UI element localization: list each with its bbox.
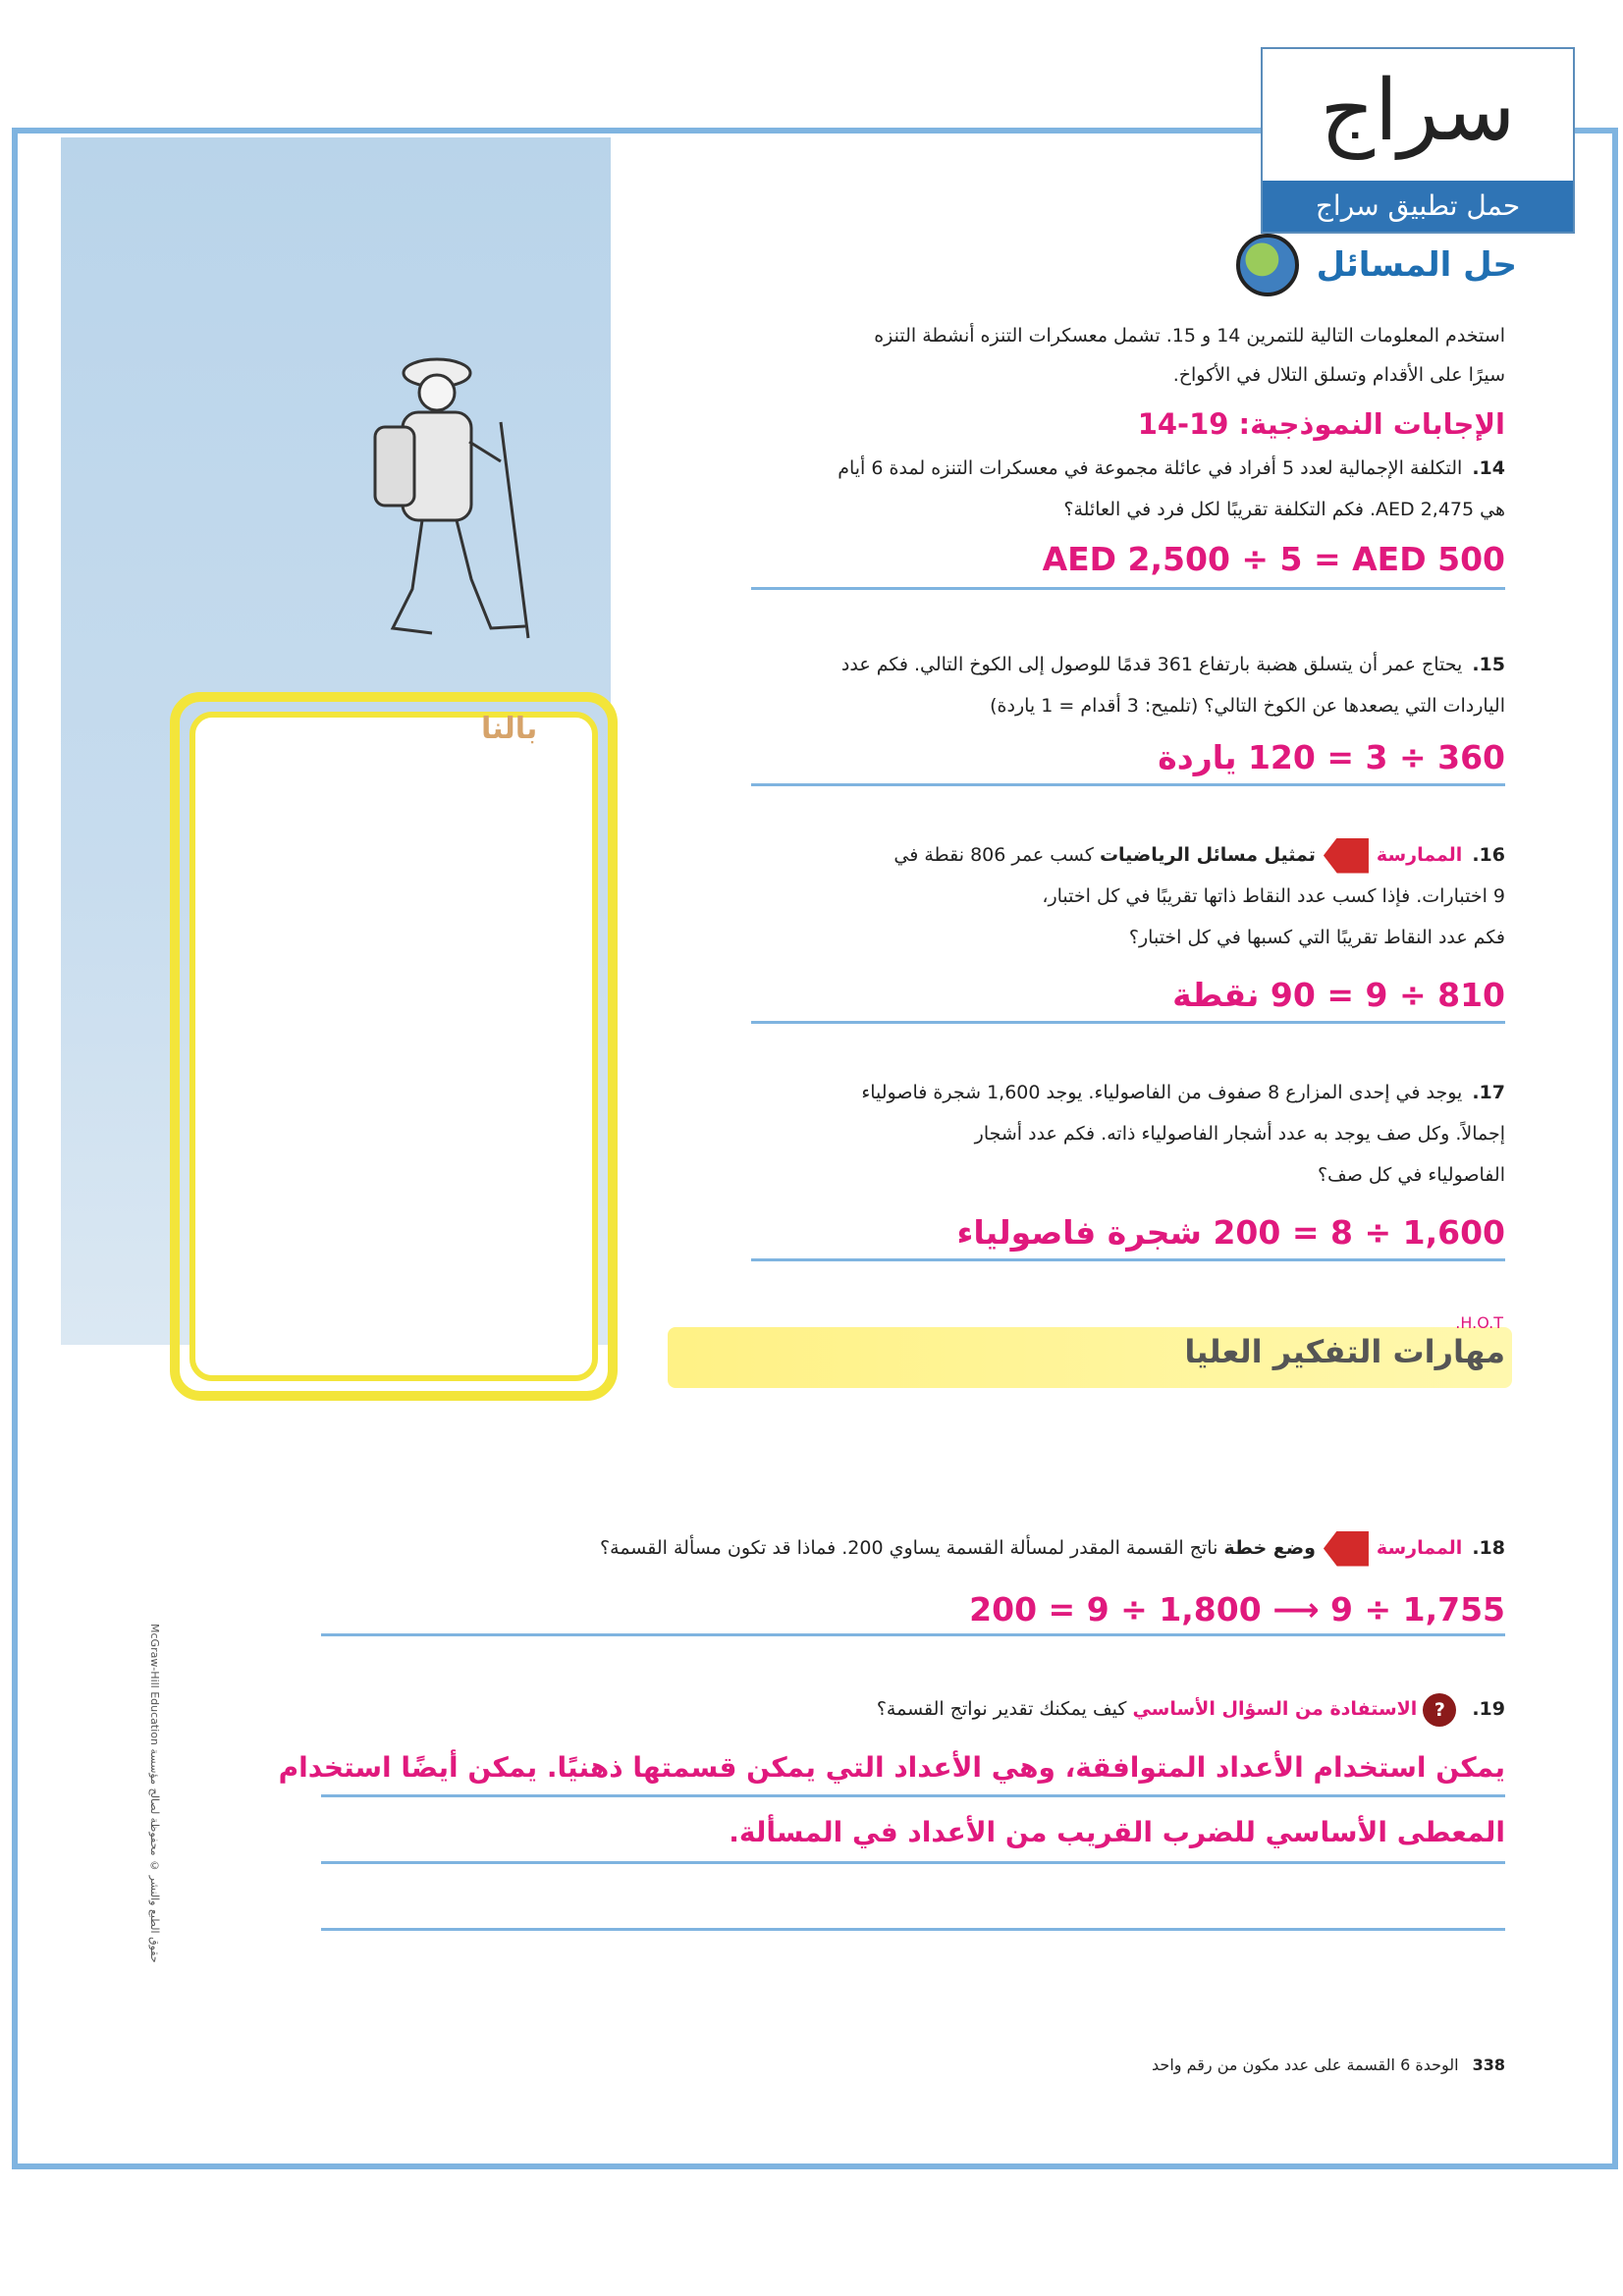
notes-title: بالنا: [481, 712, 538, 746]
answer-line: [751, 1021, 1505, 1024]
model-answers-label: الإجابات النموذجية: 19-14: [1137, 407, 1505, 441]
practice-label: الممارسة: [1376, 1537, 1463, 1559]
siraj-logo: [1261, 47, 1575, 234]
intro-line: استخدم المعلومات التالية للتمرين 14 و 15. تشمل معسكرات التنزه أنشطة التنزه: [874, 325, 1505, 347]
skill-label: تمثيل مسائل الرياضيات: [1099, 844, 1316, 866]
question-16: [523, 834, 1505, 958]
logo-subtitle: حمل تطبيق سراج: [1263, 181, 1573, 232]
question-text: ناتج القسمة المقدر لمسألة القسمة يساوي 200. فماذا قد تكون مسألة القسمة؟: [600, 1537, 1218, 1559]
hot-title: مهارات التفكير العليا: [1184, 1333, 1505, 1370]
globe-icon: [1236, 234, 1299, 296]
answer-line: [321, 1633, 1505, 1636]
answer-19-line2: المعطى الأساسي للضرب القريب من الأعداد في المسألة.: [729, 1816, 1505, 1848]
hiker-illustration: [353, 334, 550, 658]
question-text: فكم عدد النقاط تقريبًا التي كسبها في كل اختبار؟: [1128, 927, 1505, 948]
question-number: 16.: [1472, 844, 1505, 866]
answer-16: 810 ÷ 9 = 90 نقطة: [1172, 976, 1505, 1014]
question-text: كيف يمكنك تقدير نواتج القسمة؟: [876, 1698, 1127, 1720]
answer-17: 1,600 ÷ 8 = 200 شجرة فاصولياء: [956, 1213, 1505, 1252]
page-footer: [1152, 2056, 1505, 2074]
question-number: 15.: [1472, 654, 1505, 675]
question-text: الفاصولياء في كل صف؟: [1317, 1164, 1505, 1186]
section-title: حل المسائل: [1316, 245, 1517, 285]
question-text: الياردات التي يصعدها عن الكوخ التالي؟ (تلميح: 3 أقدام = 1 ياردة): [990, 695, 1505, 717]
logo-text: سراج: [1320, 62, 1516, 160]
answer-line: [751, 1258, 1505, 1261]
answer-18: 1,755 ÷ 9 ⟶ 1,800 ÷ 9 = 200: [969, 1590, 1505, 1629]
answer-15: 360 ÷ 3 = 120 ياردة: [1158, 738, 1505, 776]
notes-box: [165, 687, 622, 1406]
skill-label: وضع خطة: [1223, 1537, 1316, 1559]
question-number: 17.: [1472, 1082, 1505, 1103]
question-text: التكلفة الإجمالية لعدد 5 أفراد في عائلة مجموعة في معسكرات التنزه لمدة 6 أيام: [838, 457, 1463, 479]
practice-label: الممارسة: [1376, 844, 1463, 866]
practice-arrow-icon: [1324, 838, 1369, 874]
answer-14: AED 2,500 ÷ 5 = AED 500: [1042, 540, 1505, 578]
practice-arrow-icon: [1324, 1531, 1369, 1567]
question-text: يحتاج عمر أن يتسلق هضبة بارتفاع 361 قدمًا للوصول إلى الكوخ التالي. فكم عدد: [840, 654, 1463, 675]
intro-line: سيرًا على الأقدام وتسلق التلال في الأكواخ.: [1172, 364, 1505, 386]
question-text: إجمالاً. وكل صف يوجد به عدد أشجار الفاصولياء ذاته. فكم عدد أشجار: [974, 1123, 1505, 1145]
question-17: [523, 1072, 1505, 1196]
answer-line: [751, 587, 1505, 590]
answer-line: [751, 783, 1505, 786]
question-text: 9 اختبارات. فإذا كسب عدد النقاط ذاتها تقريبًا في كل اختبار،: [1042, 885, 1505, 907]
answer-line: [321, 1794, 1505, 1797]
question-14: [523, 448, 1505, 530]
answer-19-line1: يمكن استخدام الأعداد المتوافقة، وهي الأعداد التي يمكن قسمتها ذهنيًا. يمكن أيضًا استخدام: [278, 1751, 1505, 1784]
intro-text: [641, 316, 1505, 395]
copyright-credit: حقوق الطبع والنشر © محفوظة لصالح مؤسسة McGraw-Hill Education: [148, 1624, 161, 1963]
answer-line: [321, 1861, 1505, 1864]
essential-question-icon: ?: [1423, 1693, 1456, 1727]
page-number: 338: [1472, 2056, 1505, 2074]
question-number: 14.: [1472, 457, 1505, 479]
question-text: كسب عمر 806 نقطة في: [893, 844, 1094, 866]
question-number: 19.: [1472, 1698, 1505, 1720]
question-18: [327, 1527, 1505, 1569]
answer-line: [321, 1928, 1505, 1931]
question-text: يوجد في إحدى المزارع 8 صفوف من الفاصولياء. يوجد 1,600 شجرة فاصولياء: [861, 1082, 1463, 1103]
question-text: هي AED 2,475. فكم التكلفة تقريبًا لكل فرد في العائلة؟: [1063, 499, 1505, 520]
question-19: [327, 1688, 1505, 1730]
question-number: 18.: [1472, 1537, 1505, 1559]
question-15: [523, 644, 1505, 726]
hot-superscript: H.O.T.: [1455, 1313, 1503, 1332]
section-header: [1236, 234, 1517, 296]
essential-question-label: الاستفادة من السؤال الأساسي: [1132, 1698, 1418, 1720]
footer-text: الوحدة 6 القسمة على عدد مكون من رقم واحد: [1152, 2056, 1459, 2074]
